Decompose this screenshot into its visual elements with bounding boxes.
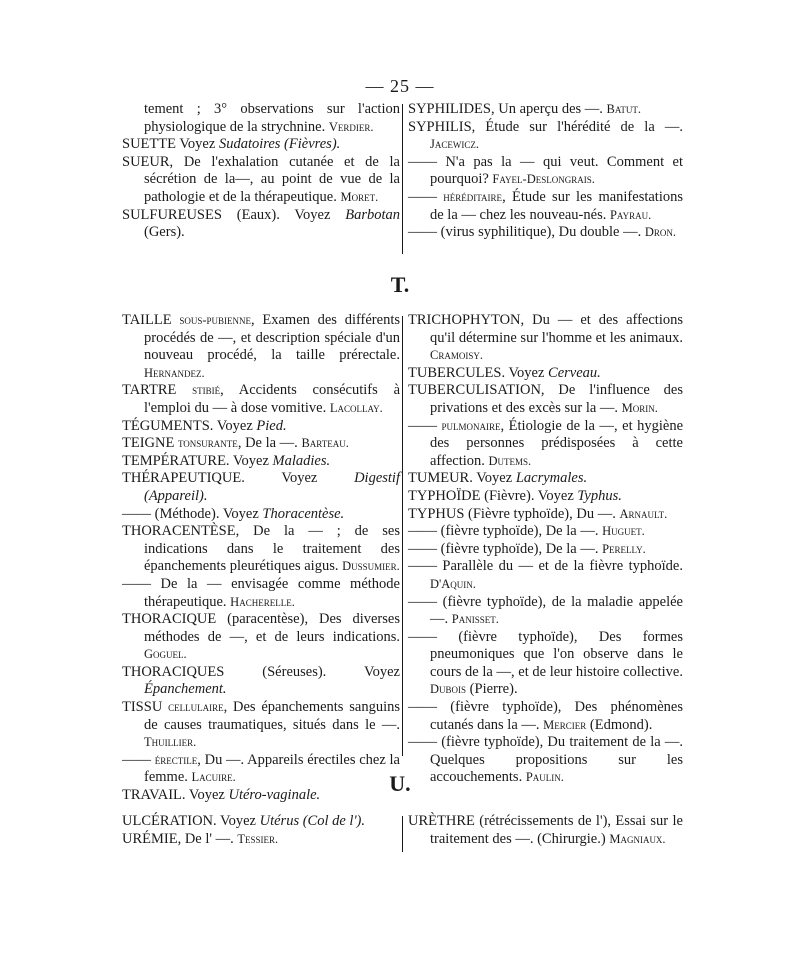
author-name: cellulaire <box>168 700 224 715</box>
index-entry <box>408 418 683 471</box>
entry-text: TYPHOÏDE (Fièvre). Voyez <box>408 487 578 504</box>
entry-text: —— <box>408 188 444 205</box>
entry-text: —— (fièvre typhoïde), De la —. <box>408 523 603 540</box>
entry-text: (Edmond). <box>586 716 653 733</box>
index-entry <box>122 831 400 849</box>
cross-reference: Thoracentèse. <box>262 505 345 522</box>
index-entry <box>122 101 400 136</box>
index-entry <box>122 136 400 154</box>
author-name: Jacewicz. <box>430 137 479 152</box>
entry-text: —— (fièvre typhoïde), Des phénomènes cutanés dans la —. <box>408 699 683 733</box>
author-name: Tessier. <box>237 831 279 846</box>
entry-text: THORACIQUE (paracentèse), Des diverses méthodes de —, et de leurs indications. <box>122 611 400 645</box>
index-entry <box>408 506 683 524</box>
index-entry <box>122 576 400 611</box>
cross-reference: Utéro-vaginale. <box>228 787 321 804</box>
entry-text: SYPHILIDES, Un aperçu des —. <box>408 101 607 117</box>
entry-text: URÉMIE, De l' —. <box>122 830 238 847</box>
entry-text: THÉRAPEUTIQUE. Voyez <box>122 470 355 487</box>
index-entry <box>122 453 400 471</box>
entry-text: (Pierre). <box>466 681 518 698</box>
entry-text: TEMPÉRATURE. Voyez <box>122 452 273 469</box>
cross-reference: Lacrymales. <box>515 470 588 487</box>
author-name: Hacherelle. <box>230 594 295 609</box>
author-name: Moret. <box>340 189 379 204</box>
entry-text: TUBERCULES. Voyez <box>408 364 549 381</box>
index-column-right-top <box>408 101 683 242</box>
cross-reference: Typhus. <box>577 487 622 504</box>
cross-reference: Pied. <box>256 417 287 434</box>
index-entry <box>408 101 683 119</box>
author-name: Panisset. <box>451 612 499 627</box>
index-entry <box>408 382 683 417</box>
entry-text: TISSU <box>122 699 169 716</box>
entry-text: (Gers). <box>144 224 185 241</box>
index-entry <box>122 154 400 207</box>
entry-text: —— Parallèle du — et de la fièvre typhoïde. <box>408 558 683 575</box>
author-name: Cramoisy. <box>430 348 483 363</box>
author-name: Perelly. <box>602 541 646 556</box>
author-name: tonsurante <box>177 436 238 451</box>
author-name: Lacollay. <box>329 400 383 415</box>
index-entry <box>122 523 400 576</box>
index-entry <box>122 611 400 664</box>
entry-text: SYPHILIS, Étude sur l'hérédité de la —. <box>408 118 683 135</box>
index-entry <box>408 470 683 488</box>
index-column-left-t <box>122 312 400 805</box>
entry-text: TAILLE <box>122 312 180 328</box>
entry-text: tement ; 3° observations sur l'action physiologique de la strychnine. <box>144 101 400 135</box>
index-entry <box>408 488 683 506</box>
cross-reference: Barbotan <box>345 206 400 223</box>
entry-text: —— <box>408 417 442 434</box>
entry-text: TARTRE <box>122 382 193 399</box>
entry-text: , Du —. Appareils érectiles chez la femme. <box>144 751 400 786</box>
author-name: Payrau. <box>609 207 652 222</box>
entry-text: TEIGNE <box>122 435 178 452</box>
section-letter-u: U. <box>389 771 411 796</box>
index-column-right-t <box>408 312 683 787</box>
index-column-left-u <box>122 813 400 848</box>
page-number: — 25 — <box>365 76 435 96</box>
author-name: stibié <box>192 383 221 398</box>
author-name: Batut. <box>606 102 642 116</box>
entry-text: SULFUREUSES (Eaux). Voyez <box>122 206 346 223</box>
entry-text: , Accidents consécutifs à l'emploi du — à dose vomitive. <box>144 382 401 416</box>
index-entry <box>408 119 683 154</box>
entry-text: TUBERCULISATION, De l'influence des privations et des excès sur la —. <box>408 382 683 416</box>
entry-text: , Des épanchements sanguins de causes traumatiques, situés dans le —. <box>144 699 400 733</box>
entry-text: , Examen des différents procédés de —, et description spéciale d'un nouveau procédé, la taille prérectale. <box>144 312 400 364</box>
index-column-left-top <box>122 101 400 242</box>
author-name: pulmonaire <box>441 418 501 433</box>
entry-text: ULCÉRATION. Voyez <box>122 813 260 829</box>
author-name: Verdier. <box>328 119 374 134</box>
entry-text: —— <box>122 751 155 768</box>
entry-text: TUMEUR. Voyez <box>408 470 516 487</box>
entry-text: TRAVAIL. Voyez <box>122 787 229 804</box>
index-column-right-u <box>408 813 683 848</box>
entry-text: TRICHOPHYTON, Du — et des affections qu'il détermine sur l'homme et les animaux. <box>408 312 683 346</box>
index-entry <box>408 541 683 559</box>
index-entry <box>408 523 683 541</box>
entry-text: THORACENTÈSE, De la — ; de ses indications dans le traitement des épanchements pleurétiques aigus. <box>122 523 400 575</box>
index-entry <box>408 813 683 848</box>
author-name: Arnault. <box>619 506 668 521</box>
author-name: Magniaux. <box>609 831 666 846</box>
entry-text: THORACIQUES (Séreuses). Voyez <box>122 663 400 680</box>
author-name: Dron. <box>644 225 676 240</box>
entry-text: TYPHUS (Fièvre typhoïde), Du —. <box>408 505 620 522</box>
index-entry <box>122 813 400 831</box>
index-entry <box>122 470 400 505</box>
entry-text: —— (fièvre typhoïde), Du traitement de la —. Quelques propositions sur les accouchements. <box>408 734 683 786</box>
entry-text: —— (fièvre typhoïde), De la —. <box>408 540 603 557</box>
entry-text: —— (fièvre typhoïde), Des formes pneumoniques que l'on observe dans le cours de la —, et de leur histoire collective. <box>408 628 683 680</box>
entry-text: , Étude sur les manifestations de la — chez les nouveau-nés. <box>430 188 684 223</box>
cross-reference: Épanchement. <box>144 681 227 698</box>
author-name: Dussumier. <box>342 559 400 574</box>
index-entry <box>408 629 683 699</box>
index-entry <box>408 154 683 189</box>
entry-text: SUETTE Voyez <box>122 136 219 153</box>
entry-text: URÈTHRE (rétrécissements de l'), Essai sur le traitement des —. (Chirurgie.) <box>408 813 683 847</box>
column-divider <box>402 104 403 254</box>
author-name: Goguel. <box>144 647 187 662</box>
index-entry <box>408 224 683 242</box>
entry-text: TÉGUMENTS. Voyez <box>122 417 257 434</box>
author-name: Fayel-Deslongrais. <box>492 172 595 187</box>
author-name: sous-pubienne <box>179 313 251 327</box>
author-name: Mercier <box>543 717 587 732</box>
entry-text: , De la —. <box>237 435 302 452</box>
author-name: érectile <box>154 752 198 767</box>
index-entry <box>122 207 400 242</box>
index-entry <box>408 189 683 224</box>
entry-text: , Étiologie de la —, et hygiène des personnes prédisposées à cette affection. <box>430 417 684 469</box>
cross-reference: Maladies. <box>272 452 331 469</box>
author-name: Dubois <box>430 682 467 697</box>
author-name: Huguet. <box>602 524 645 539</box>
index-entry <box>122 312 400 382</box>
author-name: Barteau. <box>301 436 349 451</box>
index-entry <box>122 664 400 699</box>
author-name: héréditaire <box>443 189 503 204</box>
index-entry <box>122 435 400 453</box>
author-name: Hernandez. <box>144 365 205 380</box>
author-name: Dutems. <box>488 453 532 468</box>
index-entry <box>408 558 683 593</box>
index-entry <box>122 418 400 436</box>
index-entry <box>122 382 400 417</box>
cross-reference: Digestif (Appareil). <box>144 470 400 504</box>
entry-text: —— (Méthode). Voyez <box>122 505 263 522</box>
author-name: Morin. <box>621 400 658 415</box>
cross-reference: Sudatoires (Fièvres). <box>218 136 341 153</box>
entry-text: SUEUR, De l'exhalation cutanée et de la sécrétion de la—, au point de vue de la pathologie et de la thérapeutique. <box>122 153 400 205</box>
index-entry <box>122 506 400 524</box>
cross-reference: Utérus (Col de l'). <box>259 813 366 829</box>
entry-text: —— (fièvre typhoïde), de la maladie appelée —. <box>408 593 683 628</box>
index-entry <box>408 312 683 365</box>
index-entry <box>408 594 683 629</box>
entry-text: —— De la — envisagée comme méthode thérapeutique. <box>122 575 400 610</box>
section-letter-t: T. <box>390 272 410 297</box>
column-divider <box>402 816 403 852</box>
author-name: Paulin. <box>525 770 564 785</box>
author-name: D'Aquin. <box>430 576 476 591</box>
index-entry <box>408 699 683 734</box>
entry-text: —— (virus syphilitique), Du double —. <box>408 224 645 241</box>
entry-text: —— N'a pas la — qui veut. Comment et pourquoi? <box>408 153 683 188</box>
author-name: Thuillier. <box>144 735 197 750</box>
index-entry <box>408 365 683 383</box>
index-entry <box>122 699 400 752</box>
cross-reference: Cerveau. <box>548 364 601 381</box>
author-name: Lacuire. <box>191 770 236 785</box>
column-divider <box>402 316 403 756</box>
